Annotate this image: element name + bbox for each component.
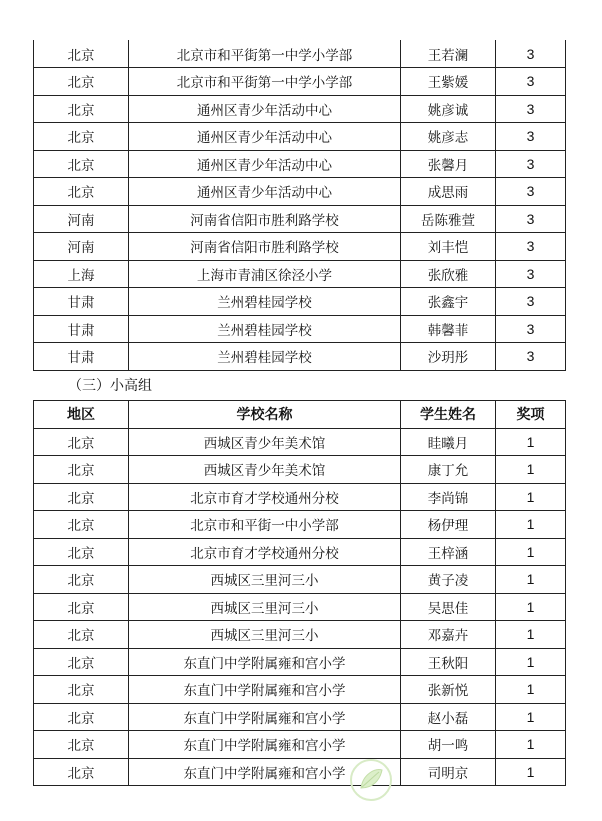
- cell-region: 河南: [34, 233, 129, 261]
- cell-award: 1: [496, 428, 566, 456]
- table-row: [34, 123, 566, 151]
- table-row: [34, 538, 566, 566]
- table-row: [34, 150, 566, 178]
- cell-student: 黄子凌: [401, 566, 496, 594]
- cell-award: 3: [496, 205, 566, 233]
- cell-region: 北京: [34, 648, 129, 676]
- cell-region: 北京: [34, 593, 129, 621]
- cell-region: 北京: [34, 178, 129, 206]
- cell-award: 3: [496, 233, 566, 261]
- cell-region: 甘肃: [34, 288, 129, 316]
- cell-student: 张欣雅: [401, 260, 496, 288]
- cell-region: 北京: [34, 676, 129, 704]
- cell-award: 3: [496, 40, 566, 68]
- cell-award: 1: [496, 676, 566, 704]
- cell-region: 北京: [34, 511, 129, 539]
- cell-student: 康丁允: [401, 456, 496, 484]
- table-row: [34, 621, 566, 649]
- table-row: [34, 343, 566, 371]
- header-region: 地区: [34, 401, 129, 429]
- cell-region: 北京: [34, 483, 129, 511]
- cell-school: 兰州碧桂园学校: [129, 288, 401, 316]
- award-table-senior-primary: [33, 400, 566, 786]
- cell-student: 王若澜: [401, 40, 496, 68]
- cell-student: 杨伊理: [401, 511, 496, 539]
- table-row: [34, 511, 566, 539]
- cell-student: 岳陈雅萱: [401, 205, 496, 233]
- cell-student: 司明京: [401, 758, 496, 786]
- cell-student: 赵小磊: [401, 703, 496, 731]
- cell-school: 西城区青少年美术馆: [129, 456, 401, 484]
- cell-school: 北京市和平街第一中学小学部: [129, 40, 401, 68]
- cell-school: 北京市育才学校通州分校: [129, 483, 401, 511]
- cell-school: 通州区青少年活动中心: [129, 123, 401, 151]
- cell-school: 通州区青少年活动中心: [129, 178, 401, 206]
- cell-student: 张新悦: [401, 676, 496, 704]
- cell-school: 东直门中学附属雍和宫小学: [129, 703, 401, 731]
- cell-school: 东直门中学附属雍和宫小学: [129, 676, 401, 704]
- cell-school: 东直门中学附属雍和宫小学: [129, 758, 401, 786]
- cell-region: 北京: [34, 731, 129, 759]
- award-table-continued-body: [34, 40, 566, 370]
- cell-award: 3: [496, 95, 566, 123]
- cell-student: 韩馨菲: [401, 315, 496, 343]
- cell-region: 北京: [34, 621, 129, 649]
- cell-school: 东直门中学附属雍和宫小学: [129, 648, 401, 676]
- header-award: 奖项: [496, 401, 566, 429]
- cell-student: 姚彦诚: [401, 95, 496, 123]
- cell-region: 甘肃: [34, 315, 129, 343]
- cell-award: 3: [496, 343, 566, 371]
- cell-award: 1: [496, 731, 566, 759]
- cell-student: 张馨月: [401, 150, 496, 178]
- cell-award: 3: [496, 260, 566, 288]
- cell-school: 北京市育才学校通州分校: [129, 538, 401, 566]
- cell-student: 吴思佳: [401, 593, 496, 621]
- cell-region: 北京: [34, 150, 129, 178]
- cell-student: 张鑫宇: [401, 288, 496, 316]
- table-row: [34, 260, 566, 288]
- cell-region: 北京: [34, 428, 129, 456]
- cell-region: 北京: [34, 40, 129, 68]
- table-row: [34, 566, 566, 594]
- table-row: [34, 483, 566, 511]
- cell-region: 北京: [34, 758, 129, 786]
- cell-student: 眭曦月: [401, 428, 496, 456]
- cell-region: 上海: [34, 260, 129, 288]
- cell-student: 王秋阳: [401, 648, 496, 676]
- cell-region: 甘肃: [34, 343, 129, 371]
- cell-award: 1: [496, 566, 566, 594]
- cell-student: 沙玥彤: [401, 343, 496, 371]
- cell-school: 河南省信阳市胜利路学校: [129, 205, 401, 233]
- cell-award: 3: [496, 150, 566, 178]
- table-row: [34, 288, 566, 316]
- cell-school: 西城区青少年美术馆: [129, 428, 401, 456]
- cell-region: 北京: [34, 123, 129, 151]
- cell-school: 上海市青浦区徐泾小学: [129, 260, 401, 288]
- table-row: [34, 233, 566, 261]
- cell-school: 西城区三里河三小: [129, 621, 401, 649]
- cell-school: 东直门中学附属雍和宫小学: [129, 731, 401, 759]
- cell-award: 1: [496, 621, 566, 649]
- table-row: [34, 593, 566, 621]
- cell-award: 1: [496, 538, 566, 566]
- table-header-row: [34, 401, 566, 429]
- section-heading: （三）小高组: [68, 378, 152, 394]
- cell-region: 北京: [34, 95, 129, 123]
- cell-student: 成思雨: [401, 178, 496, 206]
- cell-student: 李尚锦: [401, 483, 496, 511]
- cell-school: 西城区三里河三小: [129, 593, 401, 621]
- header-student: 学生姓名: [401, 401, 496, 429]
- cell-region: 北京: [34, 703, 129, 731]
- header-school: 学校名称: [129, 401, 401, 429]
- cell-award: 3: [496, 178, 566, 206]
- leaf-logo-icon: [349, 758, 393, 802]
- award-table-continued: [33, 40, 566, 371]
- table-row: [34, 648, 566, 676]
- table-row: [34, 95, 566, 123]
- cell-school: 通州区青少年活动中心: [129, 95, 401, 123]
- cell-school: 通州区青少年活动中心: [129, 150, 401, 178]
- cell-school: 兰州碧桂园学校: [129, 315, 401, 343]
- cell-award: 1: [496, 593, 566, 621]
- cell-award: 1: [496, 456, 566, 484]
- cell-school: 北京市和平街一中小学部: [129, 511, 401, 539]
- table-row: [34, 676, 566, 704]
- cell-student: 胡一鸣: [401, 731, 496, 759]
- cell-award: 3: [496, 315, 566, 343]
- cell-region: 河南: [34, 205, 129, 233]
- cell-region: 北京: [34, 566, 129, 594]
- cell-award: 1: [496, 758, 566, 786]
- table-row: [34, 758, 566, 786]
- cell-school: 北京市和平街第一中学小学部: [129, 68, 401, 96]
- cell-award: 3: [496, 288, 566, 316]
- table-row: [34, 178, 566, 206]
- cell-award: 1: [496, 703, 566, 731]
- table-row: [34, 731, 566, 759]
- table-row: [34, 40, 566, 68]
- table-row: [34, 205, 566, 233]
- award-table-senior-primary-body: [34, 428, 566, 786]
- cell-student: 王梓涵: [401, 538, 496, 566]
- cell-school: 西城区三里河三小: [129, 566, 401, 594]
- cell-award: 1: [496, 483, 566, 511]
- cell-school: 河南省信阳市胜利路学校: [129, 233, 401, 261]
- cell-school: 兰州碧桂园学校: [129, 343, 401, 371]
- cell-region: 北京: [34, 68, 129, 96]
- table-row: [34, 703, 566, 731]
- cell-region: 北京: [34, 456, 129, 484]
- table-row: [34, 456, 566, 484]
- cell-student: 刘丰恺: [401, 233, 496, 261]
- cell-student: 王紫媛: [401, 68, 496, 96]
- table-row: [34, 315, 566, 343]
- cell-region: 北京: [34, 538, 129, 566]
- table-row: [34, 428, 566, 456]
- cell-award: 1: [496, 511, 566, 539]
- table-row: [34, 68, 566, 96]
- cell-student: 姚彦志: [401, 123, 496, 151]
- cell-award: 1: [496, 648, 566, 676]
- cell-award: 3: [496, 68, 566, 96]
- cell-student: 邓嘉卉: [401, 621, 496, 649]
- cell-award: 3: [496, 123, 566, 151]
